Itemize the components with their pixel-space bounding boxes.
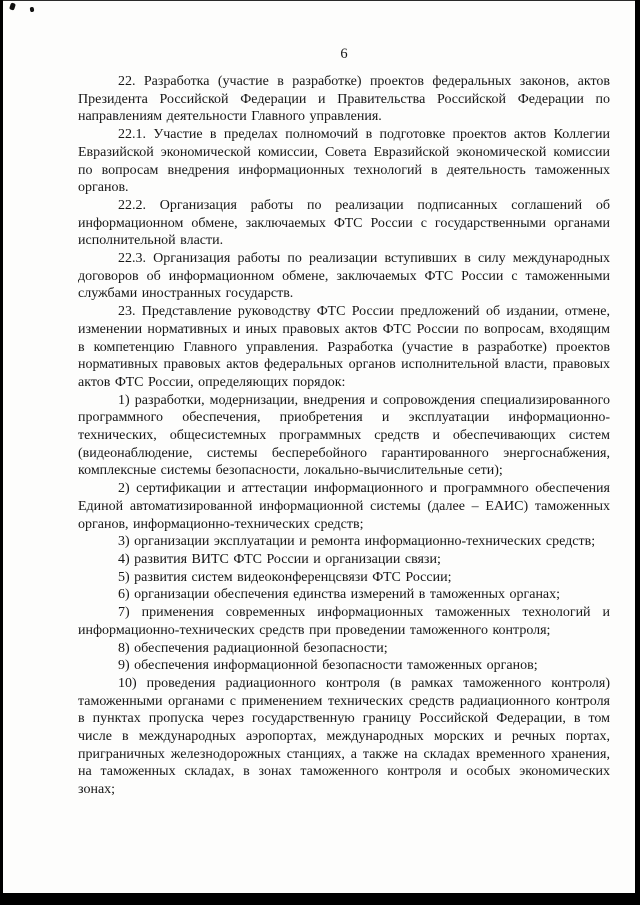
scan-artifact-speck [9, 2, 16, 10]
paragraph-22-3: 22.3. Организация работы по реализации вступивших в силу международных договоров об информационном обмене, заключаемых ФТС России с таможенными службами иностранных государств. [78, 251, 610, 302]
list-item-9: 9) обеспечения информационной безопасности таможенных органов; [118, 658, 538, 674]
list-item-6: 6) организации обеспечения единства измерений в таможенных органах; [118, 587, 561, 603]
scan-artifact-speck [30, 7, 35, 13]
paragraph-22: 22. Разработка (участие в разработке) проектов федеральных законов, актов Президента Российской Федерации и Правительства Российской Федерации по направлениям деятельности Главного управления. [78, 74, 610, 125]
list-item-10: 10) проведения радиационного контроля (в рамках таможенного контроля) таможенными органами с применением технических средств радиационного контроля в пунктах пропуска через государственную границу Российской Федерации, в том числе в международных аэропортах, международных морских и речных портах, приграничных железнодорожных станциях, а также на складах временного хранения, на таможенных складах, в зонах таможенного контроля и особых экономических зонах; [78, 675, 610, 798]
list-item-8: 8) обеспечения радиационной безопасности; [118, 640, 388, 656]
scan-artifact-left-edge [0, 0, 3, 905]
paragraph-22-2: 22.2. Организация работы по реализации подписанных соглашений об информационном обмене, заключаемых ФТС России с государственными органами исполнительной власти. [78, 197, 610, 249]
list-item-2: 2) сертификации и аттестации информационного и программного обеспечения Единой автоматизированной информационной системы (далее – ЕАИС) таможенных органов, информационно-технических средств; [78, 481, 610, 532]
scan-artifact-top-edge [0, 0, 640, 1]
list-item-7: 7) применения современных информационных таможенных технологий и информационно-технических средств при проведении таможенного контроля; [78, 605, 610, 638]
document-body [78, 73, 610, 799]
list-item-4: 4) развития ВИТС ФТС России и организации связи; [118, 551, 441, 567]
scan-artifact-bottom-bar [0, 893, 640, 905]
scan-artifact-right-edge [635, 0, 640, 905]
list-item-5: 5) развития систем видеоконференцсвязи ФТС России; [118, 569, 452, 585]
list-item-1: 1) разработки, модернизации, внедрения и сопровождения специализированного программного обеспечения, приобретения и эксплуатации информационно-технических, общесистемных программных средств и обеспечивающих систем (видеонаблюдение, системы бесперебойного гарантированного энергоснабжения, комплексные системы безопасности, локально-вычислительные сети); [78, 392, 610, 479]
paragraph-23: 23. Представление руководству ФТС России предложений об издании, отмене, изменении нормативных и иных правовых актов ФТС России по вопросам, входящим в компетенцию Главного управления. Разработка (участие в разработке) проектов нормативных правовых актов федеральных органов исполнительной власти, правовых актов ФТС России, определяющих порядок: [78, 304, 610, 390]
list-item-3: 3) организации эксплуатации и ремонта информационно-технических средств; [118, 534, 596, 550]
page-number: 6 [340, 46, 348, 62]
paragraph-22-1: 22.1. Участие в пределах полномочий в подготовке проектов актов Коллегии Евразийской экономической комиссии, Совета Евразийской экономической комиссии по вопросам внедрения информационных технологий в деятельность таможенных органов. [78, 127, 610, 196]
